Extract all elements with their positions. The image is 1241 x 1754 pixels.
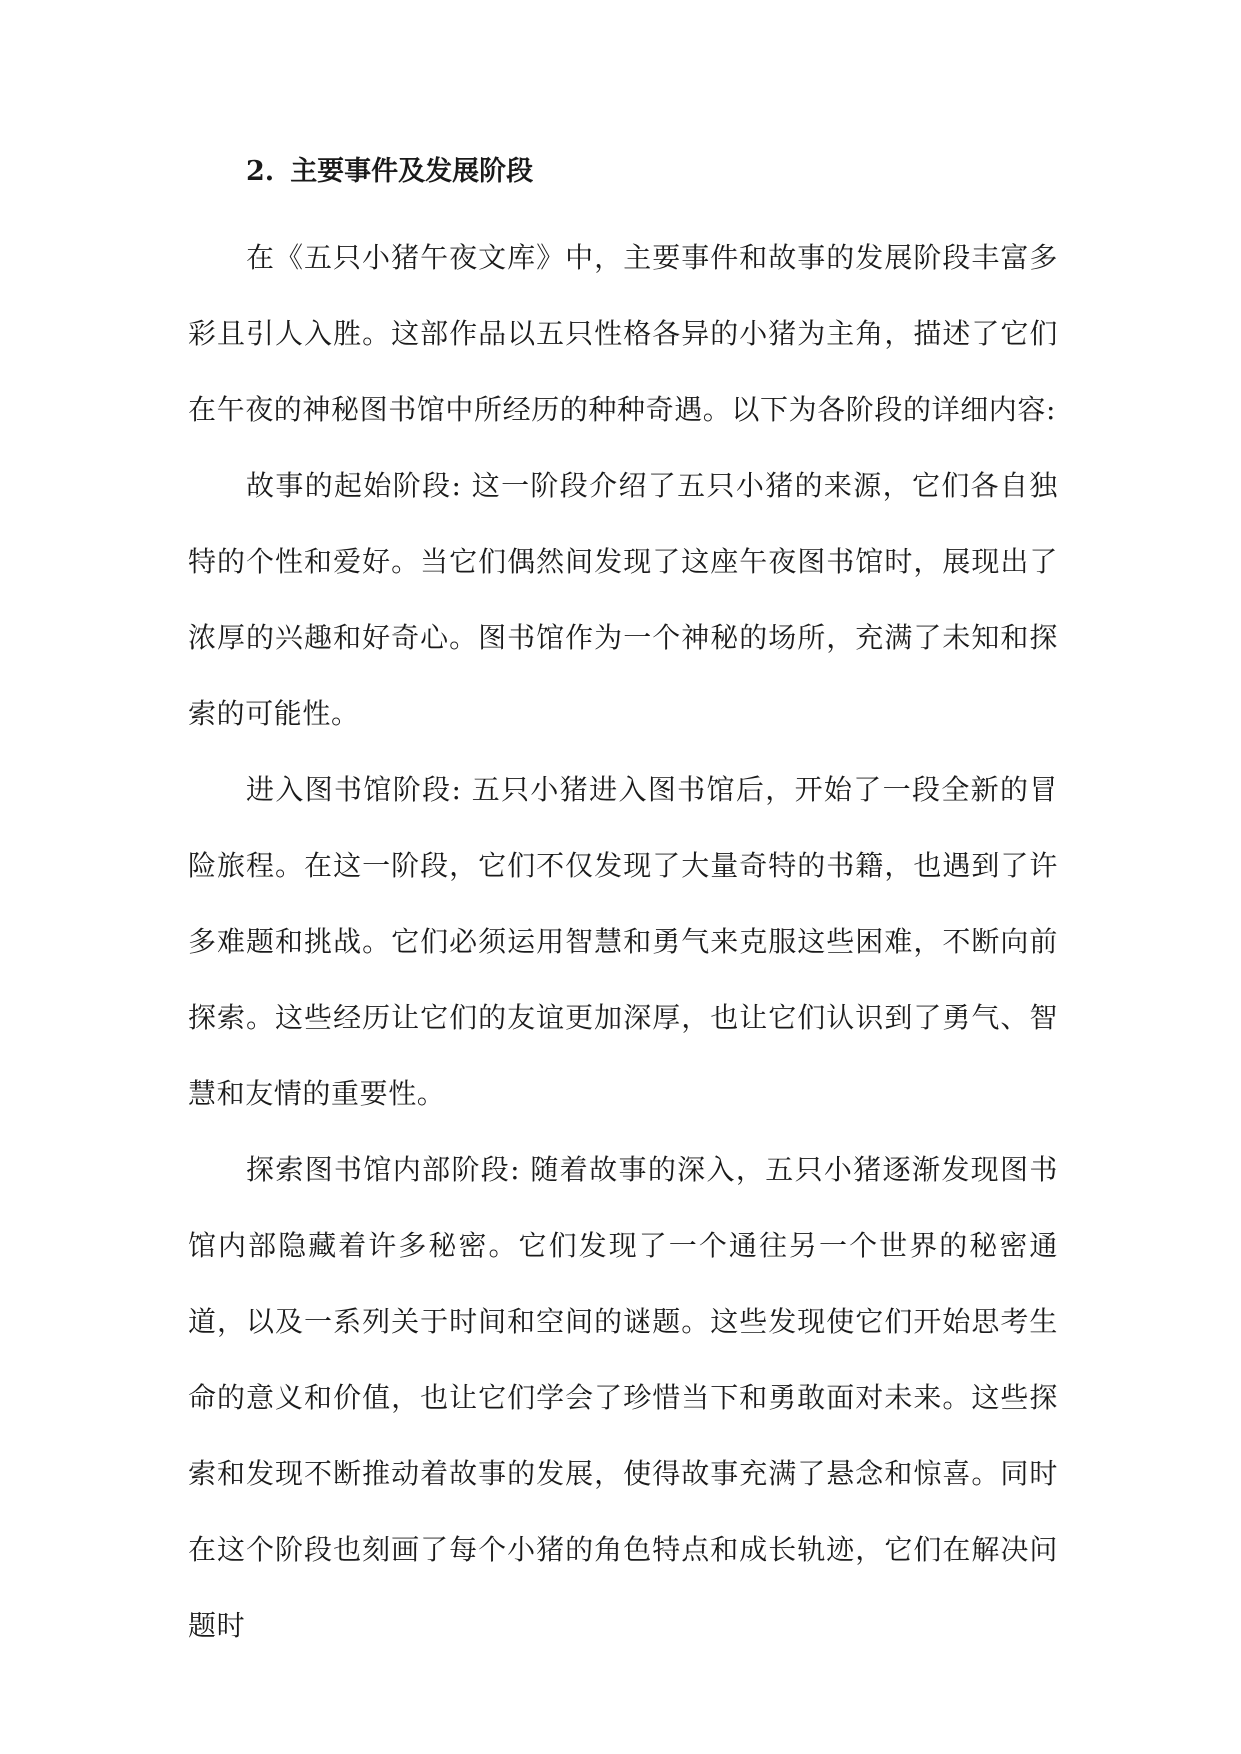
paragraph-exploring-library-stage: 探索图书馆内部阶段: 随着故事的深入，五只小猪逐渐发现图书馆内部隐藏着许多秘密。它们发现了一个通往另一个世界的秘密通道，以及一系列关于时间和空间的谜题。这些发现使它们开始思考生命的意义和价值，也让它们学会了珍惜当下和勇敢面对未来。这些探索和发现不断推动着故事的发展，使得故事充满了悬念和惊喜。同时在这个阶段也刻画了每个小猪的角色特点和成长轨迹，它们在解决问题时 <box>188 1153 1058 1642</box>
body-text <box>188 220 1058 1664</box>
section-number: 2. <box>246 156 275 187</box>
section-title: 主要事件及发展阶段 <box>290 156 534 187</box>
paragraph-entering-library-stage: 进入图书馆阶段: 五只小猪进入图书馆后，开始了一段全新的冒险旅程。在这一阶段，它们不仅发现了大量奇特的书籍，也遇到了许多难题和挑战。它们必须运用智慧和勇气来克服这些困难，不断向前探索。这些经历让它们的友谊更加深厚，也让它们认识到了勇气、智慧和友情的重要性。 <box>188 773 1058 1110</box>
section-heading <box>246 152 533 192</box>
paragraph-beginning-stage: 故事的起始阶段: 这一阶段介绍了五只小猪的来源，它们各自独特的个性和爱好。当它们偶然间发现了这座午夜图书馆时，展现出了浓厚的兴趣和好奇心。图书馆作为一个神秘的场所，充满了未知和探索的可能性。 <box>188 469 1058 730</box>
paragraph-intro: 在《五只小猪午夜文库》中，主要事件和故事的发展阶段丰富多彩且引人入胜。这部作品以五只性格各异的小猪为主角，描述了它们在午夜的神秘图书馆中所经历的种种奇遇。以下为各阶段的详细内容: <box>188 241 1058 426</box>
